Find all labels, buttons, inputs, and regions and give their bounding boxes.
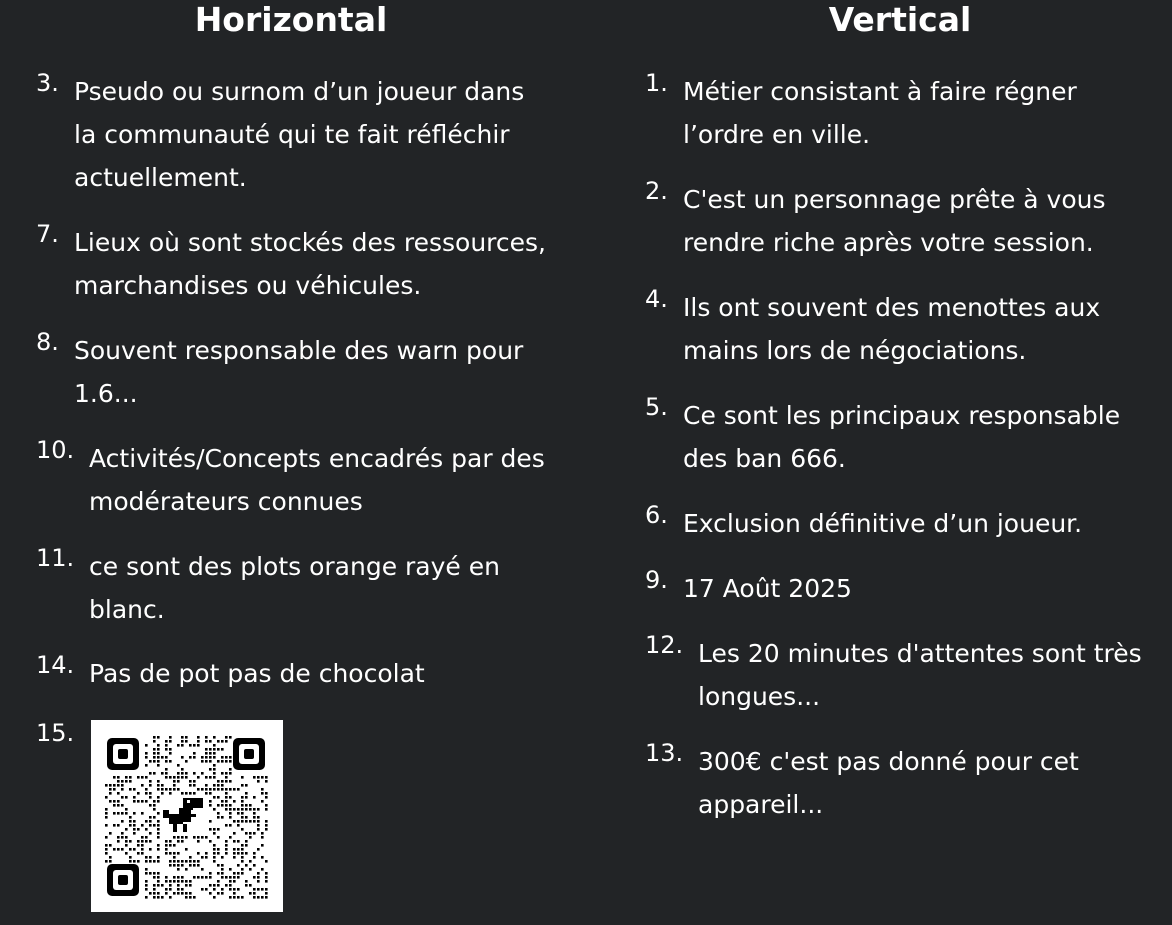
clue-line: longues...: [698, 682, 821, 711]
clue-number: 6.: [645, 501, 668, 529]
clue-line: Exclusion définitive d’un joueur.: [683, 509, 1083, 538]
clue-line: l’ordre en ville.: [683, 120, 871, 149]
clue-line: 300€ c'est pas donné pour cet: [698, 747, 1079, 776]
clue-item: [645, 286, 1100, 372]
clue-line: 1.6...: [74, 379, 138, 408]
clue-line: rendre riche après votre session.: [683, 228, 1094, 257]
clue-item: [645, 70, 1077, 156]
clue-item: [645, 394, 1120, 480]
clue-number: 2.: [645, 177, 668, 205]
clue-line: ce sont des plots orange rayé en: [89, 552, 500, 581]
clue-item: [645, 567, 852, 610]
clue-number: 14.: [36, 651, 75, 679]
clue-number: 12.: [645, 631, 684, 659]
clue-item: [645, 502, 1082, 545]
clue-number: 13.: [645, 739, 684, 767]
clue-line: C'est un personnage prête à vous: [683, 185, 1106, 214]
clue-line: actuellement.: [74, 163, 247, 192]
clue-item: [36, 652, 425, 695]
clue-line: Pseudo ou surnom d’un joueur dans: [74, 77, 525, 106]
clue-number: 1.: [645, 69, 668, 97]
clue-number: 3.: [36, 69, 59, 97]
clue-item: [645, 632, 1142, 718]
clue-line: Lieux où sont stockés des ressources,: [74, 228, 546, 257]
clue-line: 17 Août 2025: [683, 574, 852, 603]
clue-number: 4.: [645, 285, 668, 313]
clue-number: 10.: [36, 436, 75, 464]
clue-line: Ils ont souvent des menottes aux: [683, 293, 1101, 322]
clue-number: 7.: [36, 220, 59, 248]
clue-line: Pas de pot pas de chocolat: [89, 659, 425, 688]
clue-number: 5.: [645, 393, 668, 421]
clue-line: mains lors de négociations.: [683, 336, 1027, 365]
horizontal-title: Horizontal: [194, 0, 388, 39]
clue-item: [645, 740, 1079, 826]
clue-number: 9.: [645, 566, 668, 594]
clue-line: Activités/Concepts encadrés par des: [89, 444, 545, 473]
clue-line: blanc.: [89, 595, 165, 624]
clue-number: 15.: [36, 719, 75, 747]
clue-line: Ce sont les principaux responsable: [683, 401, 1121, 430]
vertical-title: Vertical: [828, 0, 972, 39]
clue-line: des ban 666.: [683, 444, 846, 473]
clue-item: [36, 329, 523, 415]
clue-item: [36, 70, 524, 199]
clue-line: modérateurs connues: [89, 487, 363, 516]
clue-line: Souvent responsable des warn pour: [74, 336, 524, 365]
qr-code-dino-icon: [91, 720, 283, 912]
clue-number: 8.: [36, 328, 59, 356]
clue-item: [36, 437, 545, 523]
clue-line: la communauté qui te fait réfléchir: [74, 120, 510, 149]
clue-number: 11.: [36, 544, 75, 572]
clue-item: [36, 720, 89, 752]
clue-line: Métier consistant à faire régner: [683, 77, 1077, 106]
clue-item: [645, 178, 1106, 264]
clue-line: marchandises ou véhicules.: [74, 271, 422, 300]
clue-line: Les 20 minutes d'attentes sont très: [698, 639, 1142, 668]
clue-line: appareil...: [698, 790, 824, 819]
clue-item: [36, 221, 546, 307]
clue-item: [36, 545, 500, 631]
